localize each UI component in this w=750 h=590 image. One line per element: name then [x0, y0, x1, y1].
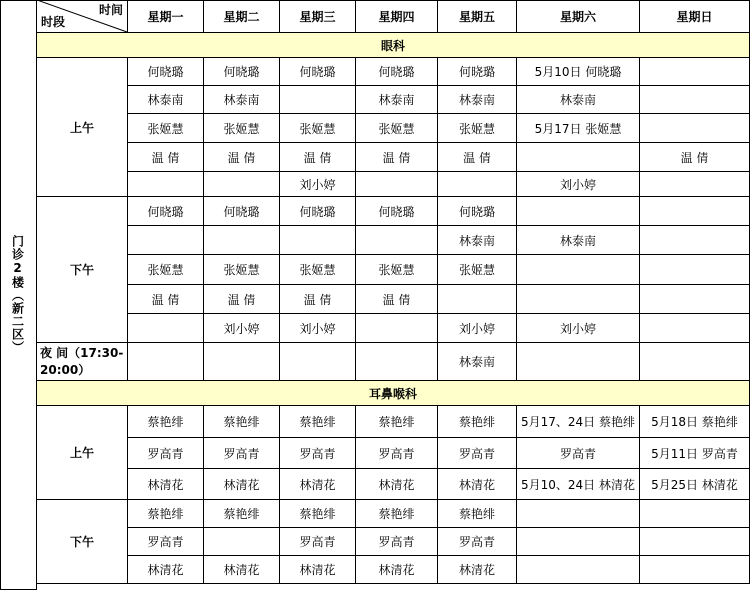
schedule-cell — [517, 255, 640, 285]
schedule-cell: 何晓璐 — [128, 58, 204, 86]
day-header: 星期三 — [280, 0, 356, 33]
day-header: 星期四 — [356, 0, 438, 33]
schedule-cell: 刘小婷 — [280, 314, 356, 343]
schedule-cell: 5月25日 林清花 — [640, 469, 750, 500]
day-header: 星期一 — [128, 0, 204, 33]
schedule-cell: 蔡艳绯 — [204, 500, 280, 528]
location-label: 门诊2楼（新二区） — [0, 0, 37, 590]
period-label: 下午 — [37, 500, 128, 584]
schedule-cell — [640, 528, 750, 556]
schedule-cell: 张姬慧 — [356, 255, 438, 285]
schedule-cell: 5月18日 蔡艳绯 — [640, 406, 750, 438]
schedule-cell: 张姬慧 — [128, 114, 204, 143]
schedule-cell: 刘小婷 — [517, 172, 640, 197]
schedule-cell — [517, 500, 640, 528]
schedule-cell — [640, 343, 750, 381]
schedule-cell: 张姬慧 — [356, 114, 438, 143]
schedule-cell — [640, 226, 750, 255]
schedule-cell — [517, 285, 640, 314]
schedule-cell: 温 倩 — [438, 143, 517, 172]
schedule-cell: 林清花 — [280, 556, 356, 584]
schedule-cell: 温 倩 — [204, 143, 280, 172]
schedule-cell: 温 倩 — [128, 285, 204, 314]
schedule-cell: 温 倩 — [280, 143, 356, 172]
schedule-cell: 蔡艳绯 — [438, 406, 517, 438]
schedule-cell: 林泰南 — [204, 86, 280, 114]
schedule-cell — [640, 172, 750, 197]
schedule-cell: 温 倩 — [204, 285, 280, 314]
schedule-cell — [356, 226, 438, 255]
schedule-cell: 何晓璐 — [204, 58, 280, 86]
period-label: 上午 — [37, 406, 128, 500]
schedule-cell: 刘小婷 — [204, 314, 280, 343]
schedule-cell — [517, 197, 640, 226]
schedule-cell: 张姬慧 — [280, 114, 356, 143]
schedule-cell — [640, 255, 750, 285]
schedule-cell: 5月17日 张姬慧 — [517, 114, 640, 143]
schedule-cell: 罗高青 — [128, 438, 204, 469]
schedule-cell: 何晓璐 — [204, 197, 280, 226]
schedule-cell — [280, 86, 356, 114]
schedule-cell: 蔡艳绯 — [356, 500, 438, 528]
schedule-cell: 刘小婷 — [517, 314, 640, 343]
schedule-cell: 何晓璐 — [438, 197, 517, 226]
schedule-cell: 林清花 — [438, 469, 517, 500]
schedule-cell: 林清花 — [356, 469, 438, 500]
schedule-cell: 林泰南 — [356, 86, 438, 114]
schedule-cell: 林泰南 — [517, 226, 640, 255]
schedule-cell: 蔡艳绯 — [280, 406, 356, 438]
schedule-cell: 蔡艳绯 — [280, 500, 356, 528]
schedule-cell: 林清花 — [128, 556, 204, 584]
schedule-cell: 何晓璐 — [128, 197, 204, 226]
schedule-cell: 罗高青 — [356, 528, 438, 556]
schedule-cell — [356, 314, 438, 343]
schedule-cell: 何晓璐 — [438, 58, 517, 86]
schedule-cell: 蔡艳绯 — [356, 406, 438, 438]
schedule-cell: 蔡艳绯 — [128, 500, 204, 528]
schedule-cell: 林泰南 — [517, 86, 640, 114]
schedule-cell: 林清花 — [438, 556, 517, 584]
schedule-cell — [640, 285, 750, 314]
schedule-cell — [204, 226, 280, 255]
schedule-cell — [517, 556, 640, 584]
schedule-cell — [128, 343, 204, 381]
schedule-cell — [356, 172, 438, 197]
schedule-cell: 张姬慧 — [204, 114, 280, 143]
schedule-cell — [356, 343, 438, 381]
schedule-cell: 罗高青 — [438, 438, 517, 469]
schedule-cell: 林泰南 — [438, 343, 517, 381]
schedule-cell: 罗高青 — [280, 528, 356, 556]
schedule-cell: 温 倩 — [280, 285, 356, 314]
schedule-cell — [640, 86, 750, 114]
schedule-cell: 林清花 — [204, 556, 280, 584]
schedule-cell — [204, 343, 280, 381]
schedule-cell: 林清花 — [204, 469, 280, 500]
schedule-cell: 何晓璐 — [356, 58, 438, 86]
corner-header-cell — [37, 0, 128, 33]
schedule-cell: 罗高青 — [438, 528, 517, 556]
schedule-cell: 罗高青 — [280, 438, 356, 469]
day-header: 星期五 — [438, 0, 517, 33]
schedule-cell: 张姬慧 — [128, 255, 204, 285]
schedule-cell — [438, 172, 517, 197]
schedule-cell — [640, 500, 750, 528]
schedule-cell: 罗高青 — [204, 438, 280, 469]
schedule-cell: 5月17、24日 蔡艳绯 — [517, 406, 640, 438]
schedule-cell: 蔡艳绯 — [438, 500, 517, 528]
schedule-cell — [640, 556, 750, 584]
schedule-cell — [280, 343, 356, 381]
corner-period-label: 时段 — [41, 15, 66, 29]
schedule-cell: 5月11日 罗高青 — [640, 438, 750, 469]
schedule-cell: 蔡艳绯 — [204, 406, 280, 438]
schedule-cell: 温 倩 — [128, 143, 204, 172]
schedule-cell: 5月10、24日 林清花 — [517, 469, 640, 500]
day-header: 星期六 — [517, 0, 640, 33]
schedule-cell — [517, 143, 640, 172]
schedule-cell: 温 倩 — [356, 143, 438, 172]
period-label: 夜 间（17:30-20:00） — [37, 343, 128, 381]
schedule-cell — [204, 528, 280, 556]
schedule-cell: 林清花 — [128, 469, 204, 500]
schedule-cell — [517, 343, 640, 381]
schedule-cell: 罗高青 — [128, 528, 204, 556]
schedule-cell: 罗高青 — [356, 438, 438, 469]
schedule-cell: 温 倩 — [356, 285, 438, 314]
schedule-cell: 林泰南 — [438, 86, 517, 114]
schedule-cell: 罗高青 — [517, 438, 640, 469]
schedule-cell — [640, 314, 750, 343]
schedule-cell — [128, 172, 204, 197]
schedule-cell: 5月10日 何晓璐 — [517, 58, 640, 86]
corner-time-label: 时间 — [98, 3, 123, 17]
schedule-cell — [128, 226, 204, 255]
period-label: 下午 — [37, 197, 128, 343]
schedule-cell: 何晓璐 — [280, 197, 356, 226]
schedule-cell — [128, 314, 204, 343]
schedule-cell: 蔡艳绯 — [128, 406, 204, 438]
section-band: 眼科 — [37, 33, 750, 58]
schedule-cell: 林清花 — [280, 469, 356, 500]
schedule-cell — [640, 114, 750, 143]
schedule-cell — [438, 285, 517, 314]
schedule-cell — [640, 58, 750, 86]
schedule-cell: 何晓璐 — [280, 58, 356, 86]
schedule-cell: 林泰南 — [128, 86, 204, 114]
period-label: 上午 — [37, 58, 128, 197]
schedule-cell: 张姬慧 — [438, 114, 517, 143]
schedule-cell: 林泰南 — [438, 226, 517, 255]
schedule-cell — [204, 172, 280, 197]
schedule-cell: 温 倩 — [640, 143, 750, 172]
schedule-cell: 张姬慧 — [204, 255, 280, 285]
schedule-cell: 刘小婷 — [280, 172, 356, 197]
day-header: 星期二 — [204, 0, 280, 33]
day-header: 星期日 — [640, 0, 750, 33]
schedule-cell — [517, 528, 640, 556]
schedule-cell: 刘小婷 — [438, 314, 517, 343]
schedule-cell: 林清花 — [356, 556, 438, 584]
schedule-cell: 张姬慧 — [280, 255, 356, 285]
schedule-cell: 何晓璐 — [356, 197, 438, 226]
schedule-cell — [280, 226, 356, 255]
section-band: 耳鼻喉科 — [37, 381, 750, 406]
schedule-cell: 张姬慧 — [438, 255, 517, 285]
schedule-cell — [640, 197, 750, 226]
